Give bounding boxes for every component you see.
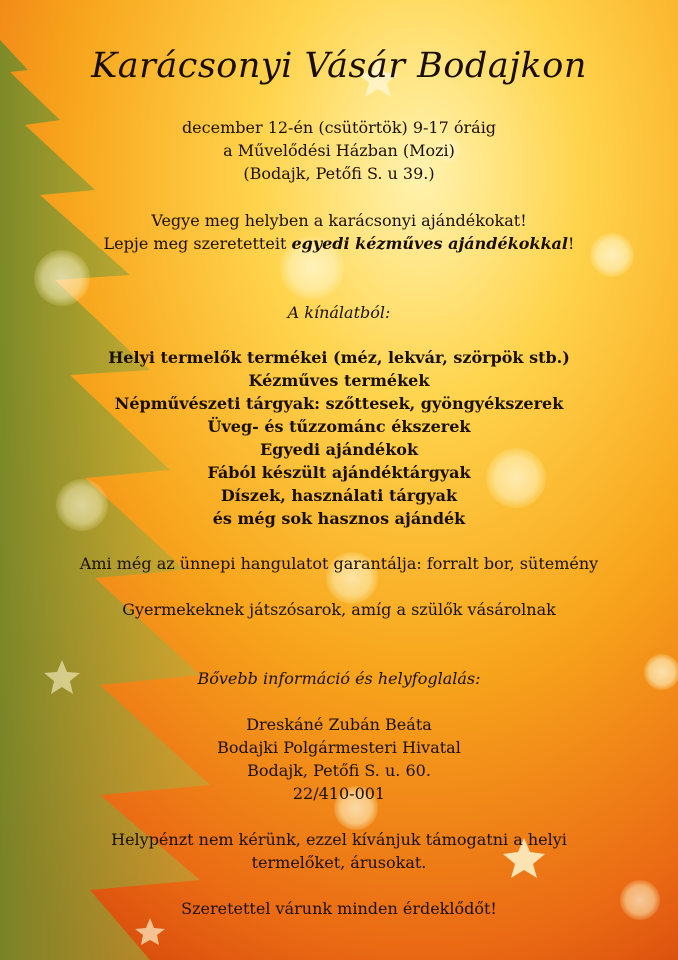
event-date: december 12-én (csütörtök) 9-17 óráig <box>181 118 497 137</box>
offer-item: Üveg- és tűzzománc ékszerek <box>207 417 471 436</box>
invite-line-2-emphasis: egyedi kézműves ajándékokkal <box>291 234 568 253</box>
fee-note-line-1: Helypénzt nem kérünk, ezzel kívánjuk támogatni a helyi <box>111 830 567 849</box>
offer-item: és még sok hasznos ajándék <box>212 509 466 528</box>
poster-title: Karácsonyi Vásár Bodajkon <box>91 46 587 86</box>
fee-note-line-2: termelőket, árusokat. <box>251 853 427 872</box>
offer-item: Fából készült ajándéktárgyak <box>207 463 471 482</box>
invite-line-2-prefix: Lepje meg szeretetteit <box>103 234 292 253</box>
offer-item: Egyedi ajándékok <box>259 440 419 459</box>
contact-address: Bodajk, Petőfi S. u. 60. <box>247 761 431 780</box>
extra-offer-line: Ami még az ünnepi hangulatot garantálja: forralt bor, sütemény <box>79 554 599 573</box>
contact-name: Dreskáné Zubán Beáta <box>246 715 432 734</box>
invite-line-1: Vegye meg helyben a karácsonyi ajándékokat! <box>151 211 527 230</box>
offer-item: Kézműves termékek <box>248 371 430 390</box>
event-venue: a Művelődési Házban (Mozi) <box>223 141 455 160</box>
kids-corner-line: Gyermekeknek játszósarok, amíg a szülők vásárolnak <box>122 600 556 619</box>
event-address: (Bodajk, Petőfi S. u 39.) <box>243 164 435 183</box>
contact-office: Bodajki Polgármesteri Hivatal <box>217 738 461 757</box>
invite-line-2 <box>0 232 678 255</box>
closing-line: Szeretettel várunk minden érdeklődőt! <box>181 899 497 918</box>
offer-item: Népművészeti tárgyak: szőttesek, gyöngyékszerek <box>114 394 564 413</box>
info-heading: Bővebb információ és helyfoglalás: <box>197 669 481 688</box>
invite-line-2-suffix: ! <box>568 234 575 253</box>
contact-phone: 22/410-001 <box>292 784 386 803</box>
offer-item: Helyi termelők termékei (méz, lekvár, szörpök stb.) <box>108 348 570 367</box>
offer-item: Díszek, használati tárgyak <box>220 486 458 505</box>
offer-heading: A kínálatból: <box>287 303 391 322</box>
